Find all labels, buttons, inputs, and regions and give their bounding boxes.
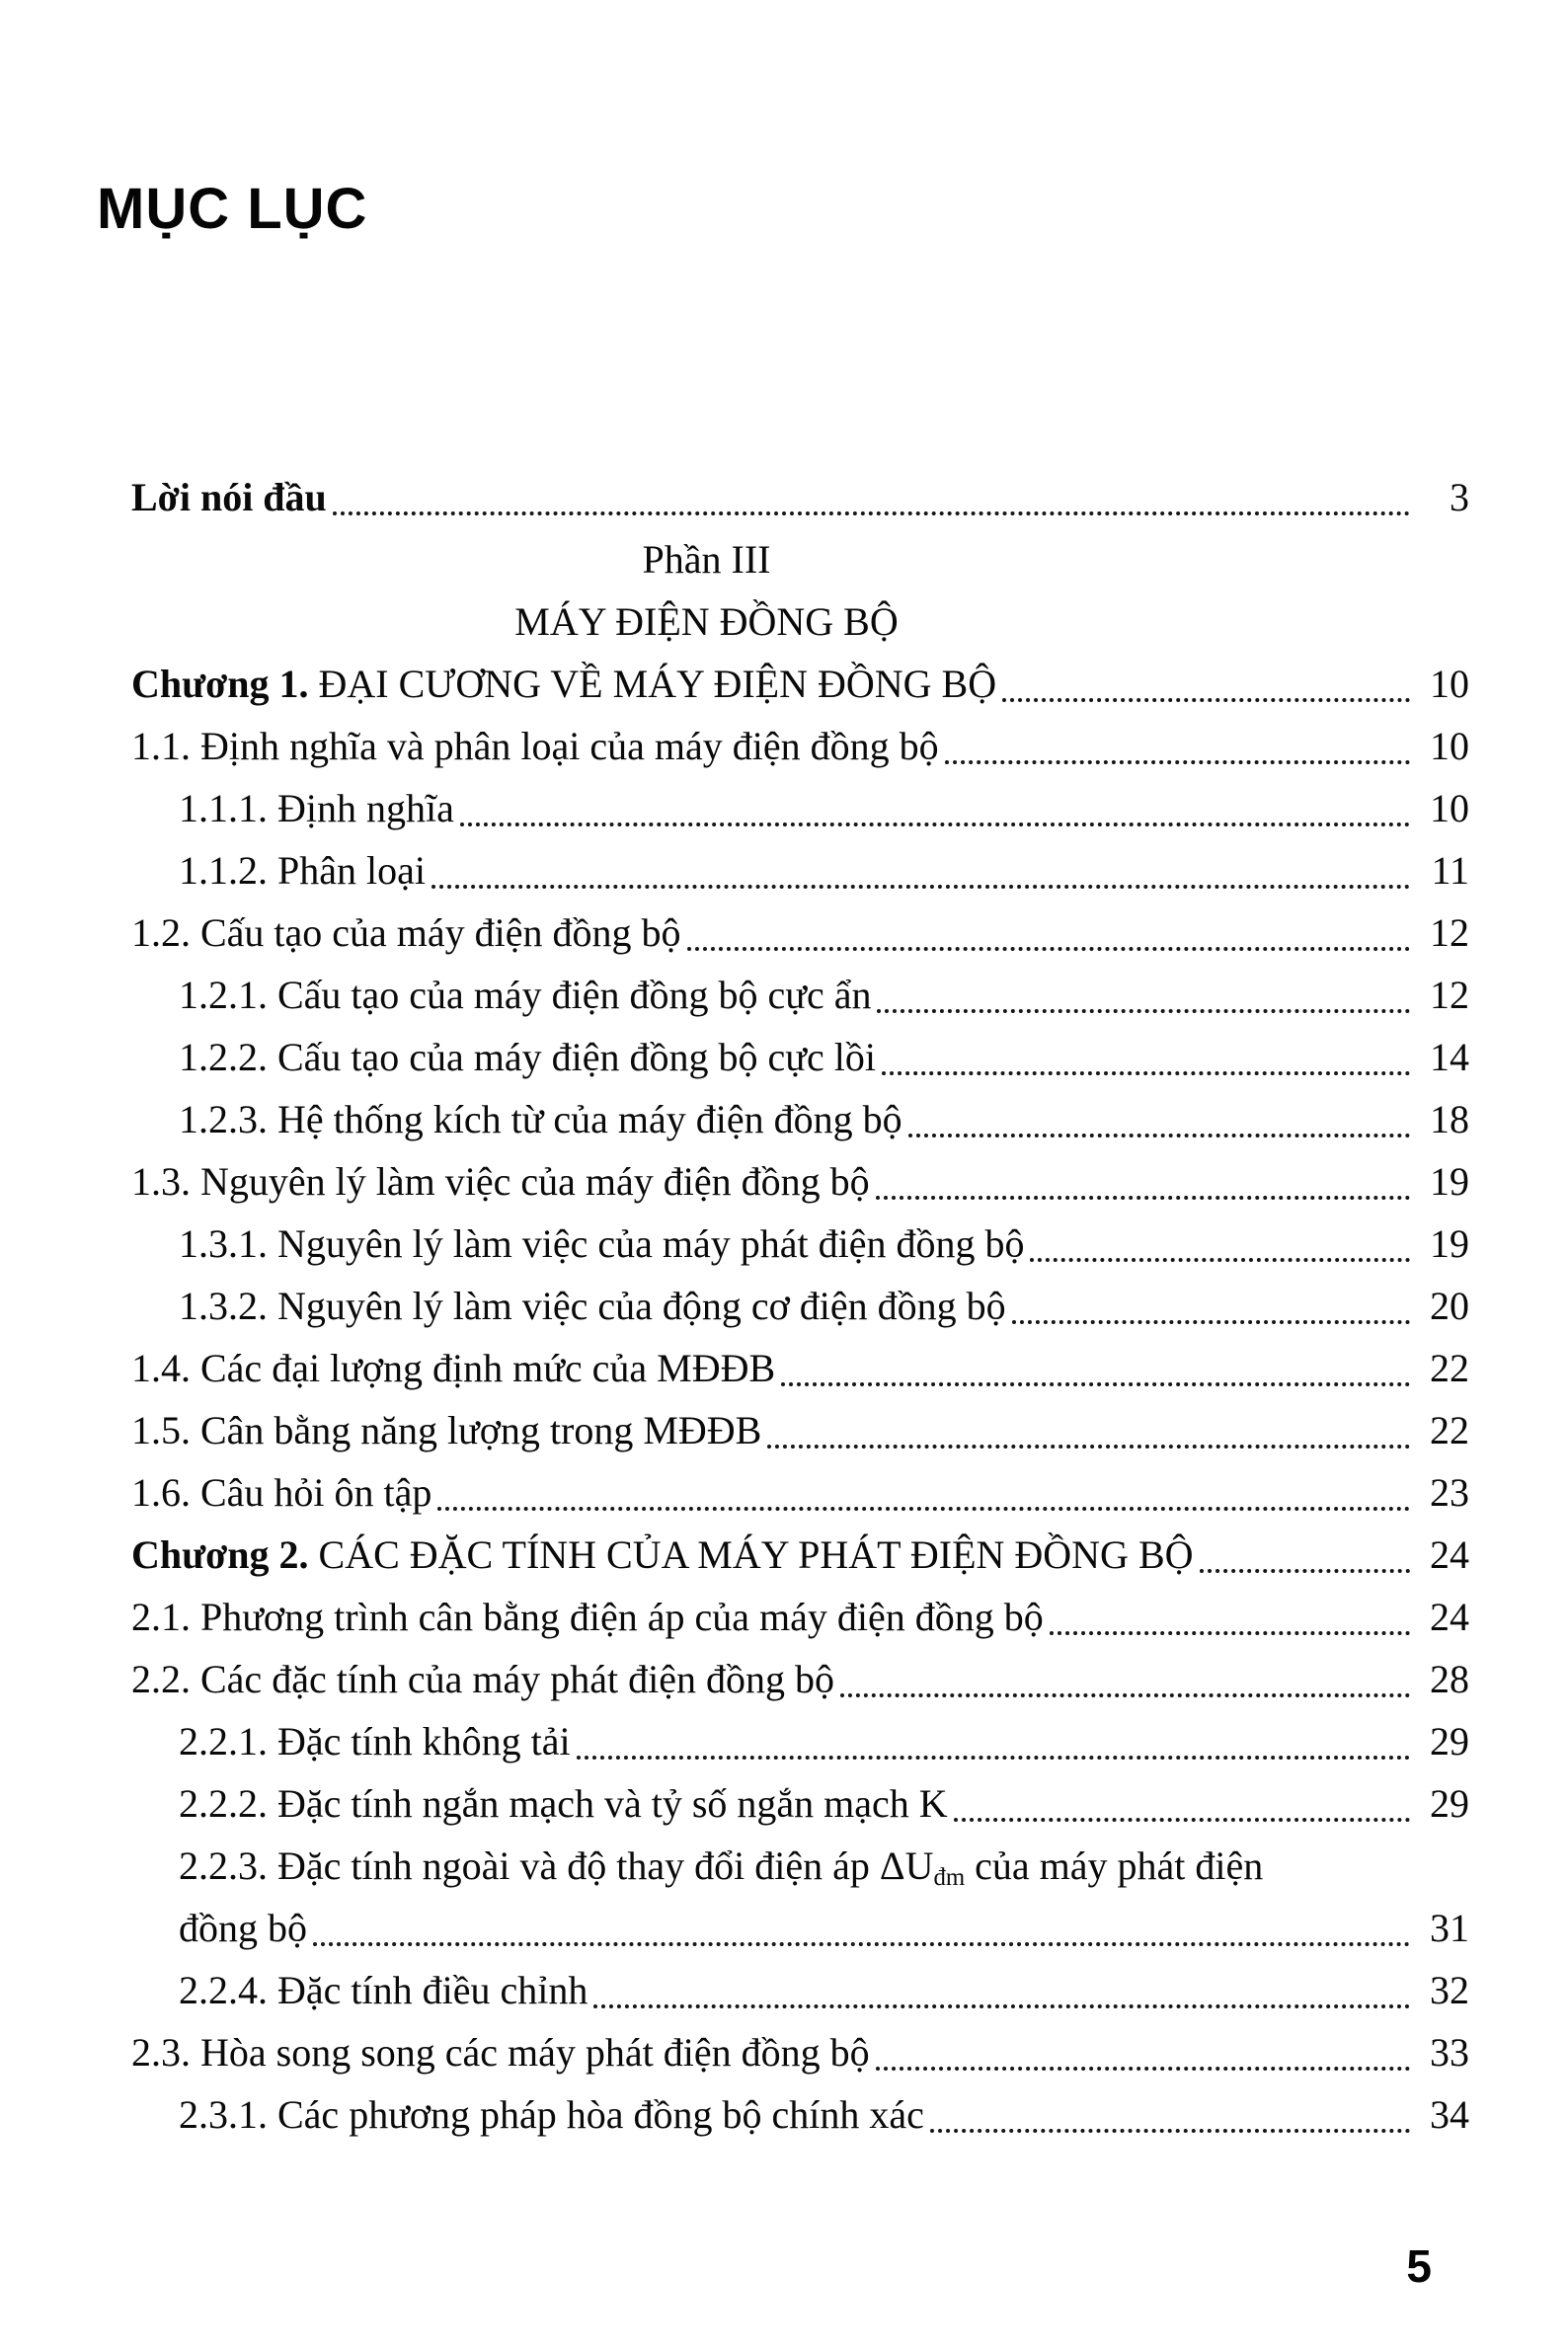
- toc-entry-title: 1.2. Cấu tạo của máy điện đồng bộ: [131, 910, 681, 955]
- toc-entry: [131, 1399, 1469, 1461]
- toc-page-number: 20: [1430, 1284, 1469, 1328]
- dot-leader: [954, 1818, 1410, 1822]
- toc-entry-title: đồng bộ: [179, 1906, 307, 1950]
- toc-entry-title: 1.1.1. Định nghĩa: [179, 786, 454, 830]
- toc-entry-title: 1.4. Các đại lượng định mức của MĐĐB: [131, 1346, 776, 1390]
- toc-entry-title: 2.2.3. Đặc tính ngoài và độ thay đổi điện áp $\Delta U_{đm}$ của máy phát điện: [179, 1843, 1264, 1892]
- toc-page-number: 33: [1430, 2030, 1469, 2075]
- dot-leader: [882, 1071, 1410, 1075]
- toc-entry: [131, 1835, 1469, 1897]
- toc-entry: [131, 653, 1469, 715]
- toc-section-heading: MÁY ĐIỆN ĐỒNG BỘ: [514, 599, 899, 644]
- toc-entry-title: 1.3.2. Nguyên lý làm việc của động cơ điện đồng bộ: [179, 1284, 1006, 1328]
- dot-leader: [437, 1507, 1410, 1511]
- page-title: MỤC LỤC: [97, 177, 368, 241]
- toc-page-number: 28: [1430, 1657, 1469, 1701]
- toc-entry: [131, 1710, 1469, 1772]
- toc-entry-title: 1.2.1. Cấu tạo của máy điện đồng bộ cực ẩn: [179, 973, 872, 1017]
- dot-leader: [945, 760, 1410, 764]
- toc-page-number: 22: [1430, 1346, 1469, 1390]
- toc-entry: [131, 964, 1469, 1026]
- toc-page-number: 18: [1430, 1097, 1469, 1141]
- dot-leader: [1012, 1320, 1410, 1324]
- toc-page-number: 24: [1430, 1595, 1469, 1639]
- dot-leader: [908, 1134, 1410, 1137]
- toc-entry-prefix: Chương 2.: [131, 1532, 309, 1577]
- toc-entry: [131, 715, 1469, 777]
- dot-leader: [781, 1382, 1410, 1386]
- toc-entry-prefix: Chương 1.: [131, 662, 309, 706]
- toc-entry: [131, 466, 1469, 528]
- toc-entry-title: 2.2.2. Đặc tính ngắn mạch và tỷ số ngắn mạch K: [179, 1781, 948, 1826]
- toc-entry: [131, 1897, 1469, 1959]
- dot-leader: [1030, 1258, 1410, 1262]
- toc-entry: [131, 1461, 1469, 1524]
- toc-page-number: 32: [1430, 1968, 1469, 2012]
- toc-entry-title: 2.3. Hòa song song các máy phát điện đồng bộ: [131, 2030, 870, 2075]
- toc-entry: [131, 1586, 1469, 1648]
- dot-leader: [687, 947, 1410, 951]
- toc-entry: [131, 1648, 1469, 1710]
- toc-entry: [131, 902, 1469, 964]
- toc-entry-title: 2.2. Các đặc tính của máy phát điện đồng bộ: [131, 1657, 835, 1701]
- toc-page-number: 22: [1430, 1408, 1469, 1452]
- dot-leader: [767, 1445, 1410, 1449]
- toc-entry-title: 1.5. Cân bằng năng lượng trong MĐĐB: [131, 1408, 762, 1452]
- toc-entry: [131, 1959, 1469, 2021]
- toc-entry-title: 1.2.3. Hệ thống kích từ của máy điện đồng bộ: [179, 1097, 902, 1141]
- toc-entry-title: 1.2.2. Cấu tạo của máy điện đồng bộ cực lồi: [179, 1035, 876, 1079]
- toc-entry: [131, 1524, 1469, 1586]
- dot-leader: [877, 1009, 1410, 1013]
- dot-leader: [876, 1196, 1410, 1200]
- toc-page-number: 29: [1430, 1719, 1469, 1764]
- toc-page-number: 34: [1430, 2092, 1469, 2137]
- dot-leader: [460, 823, 1410, 826]
- toc-entry-title: 1.3. Nguyên lý làm việc của máy điện đồng bộ: [131, 1159, 870, 1204]
- toc-entry: [131, 839, 1469, 902]
- toc-entry: [131, 1150, 1469, 1213]
- dot-leader: [431, 885, 1410, 889]
- dot-leader: [1200, 1569, 1410, 1573]
- toc-entry-title: 2.3.1. Các phương pháp hòa đồng bộ chính xác: [179, 2092, 924, 2137]
- toc-page-number: 3: [1450, 475, 1469, 519]
- dot-leader: [333, 511, 1410, 515]
- toc-entry-title: 1.6. Câu hỏi ôn tập: [131, 1470, 432, 1515]
- toc-entry: [131, 1275, 1469, 1337]
- toc-entry: [131, 1213, 1469, 1275]
- toc-entry-title: 2.2.1. Đặc tính không tải: [179, 1719, 571, 1764]
- toc-page-number: 23: [1430, 1470, 1469, 1515]
- toc-entry: [131, 1337, 1469, 1399]
- dot-leader: [577, 1756, 1410, 1760]
- toc-entry-title: [131, 466, 327, 528]
- toc-entry-title: 1.1.2. Phân loại: [179, 848, 426, 893]
- toc-page-number: 12: [1430, 973, 1469, 1017]
- toc-page-number: 10: [1430, 786, 1469, 830]
- dot-leader: [1002, 698, 1410, 702]
- toc-entry-prefix: Lời nói đầu: [131, 475, 327, 519]
- toc-entry: [131, 2083, 1469, 2146]
- toc-entry: [131, 1088, 1469, 1150]
- toc-page-number: 31: [1430, 1906, 1469, 1950]
- toc-entry: [131, 1026, 1469, 1088]
- dot-leader: [930, 2129, 1410, 2133]
- toc-entry-title: Chương 1. ĐẠI CƯƠNG VỀ MÁY ĐIỆN ĐỒNG BỘ: [131, 662, 997, 706]
- toc-page-number: 11: [1431, 848, 1469, 893]
- toc-page-number: 10: [1430, 662, 1469, 706]
- dot-leader: [313, 1942, 1410, 1946]
- toc-entry-title: Chương 2. CÁC ĐẶC TÍNH CỦA MÁY PHÁT ĐIỆN ĐỒNG BỘ: [131, 1532, 1194, 1577]
- toc-section-heading: Phần III: [642, 537, 771, 582]
- toc-entry-title: 1.3.1. Nguyên lý làm việc của máy phát điện đồng bộ: [179, 1221, 1025, 1266]
- toc-page-number: 14: [1430, 1035, 1469, 1079]
- toc-page-number: 10: [1430, 724, 1469, 768]
- toc-page-number: 12: [1430, 910, 1469, 955]
- toc-page-number: 24: [1430, 1532, 1469, 1577]
- page-number-footer: 5: [1406, 2240, 1432, 2292]
- toc-page-number: 29: [1430, 1781, 1469, 1826]
- dot-leader: [840, 1693, 1410, 1697]
- toc-entry: [131, 777, 1469, 839]
- subscript-text: đm: [933, 1864, 966, 1892]
- toc-list: [131, 466, 1469, 2146]
- dot-leader: [593, 2004, 1410, 2008]
- toc-page-number: 19: [1430, 1159, 1469, 1204]
- dot-leader: [876, 2067, 1410, 2071]
- toc-entry-title: 2.1. Phương trình cân bằng điện áp của máy điện đồng bộ: [131, 1595, 1044, 1639]
- toc-entry-title: 1.1. Định nghĩa và phân loại của máy điện đồng bộ: [131, 724, 939, 768]
- toc-entry-title: 2.2.4. Đặc tính điều chỉnh: [179, 1968, 588, 2012]
- dot-leader: [1050, 1631, 1410, 1635]
- toc-page-number: 19: [1430, 1221, 1469, 1266]
- toc-entry: [131, 2021, 1469, 2083]
- toc-entry: [131, 1772, 1469, 1835]
